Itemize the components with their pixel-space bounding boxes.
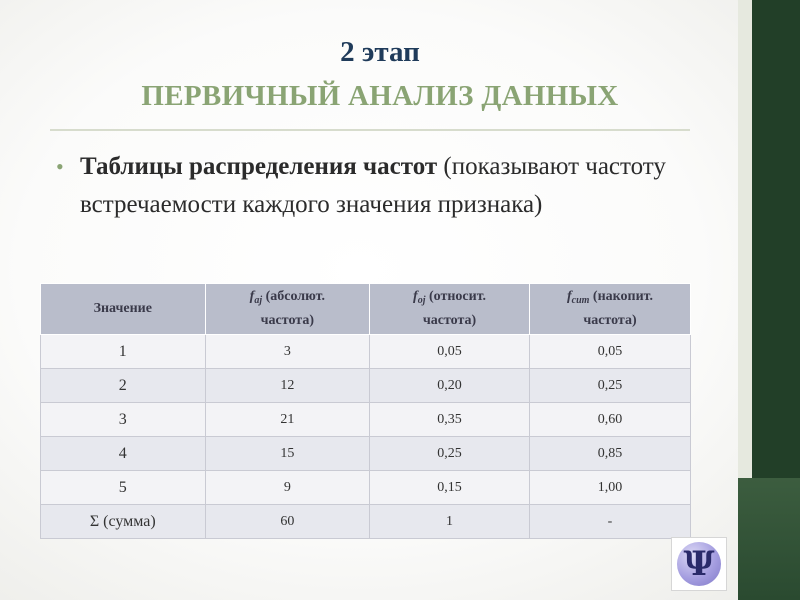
cell-cumulative: 1,00 [529, 471, 690, 505]
cell-value: Σ (сумма) [41, 505, 206, 539]
cell-cumulative: 0,60 [529, 403, 690, 437]
table-row [41, 369, 691, 403]
psi-logo-icon [671, 537, 727, 591]
cell-absolute: 12 [205, 369, 370, 403]
slide-subtitle: ПЕРВИЧНЫЙ АНАЛИЗ ДАННЫХ [141, 80, 619, 112]
table-row [41, 335, 691, 369]
cell-absolute: 3 [205, 335, 370, 369]
cell-cumulative: 0,25 [529, 369, 690, 403]
header-cumulative: $f_{cum}$ (накопит. частота) [529, 284, 690, 335]
header-value: Значение [41, 284, 206, 335]
frequency-table [40, 283, 691, 539]
bullet-dot-icon: • [56, 154, 64, 179]
cell-relative: 0,05 [370, 335, 530, 369]
cell-relative: 1 [370, 505, 530, 539]
bullet-item [56, 148, 722, 224]
cell-value: 5 [41, 471, 206, 505]
bullet-text [62, 148, 722, 224]
cell-absolute: 21 [205, 403, 370, 437]
cell-absolute: 60 [205, 505, 370, 539]
header-relative: $f_{oj}$ (относит. частота) [370, 284, 530, 335]
side-band-accent [738, 478, 800, 600]
cell-cumulative: 0,05 [529, 335, 690, 369]
cell-relative: 0,15 [370, 471, 530, 505]
table-row [41, 403, 691, 437]
cell-absolute: 15 [205, 437, 370, 471]
cell-value: 1 [41, 335, 206, 369]
cell-relative: 0,35 [370, 403, 530, 437]
table-header-row [41, 284, 691, 335]
cell-value: 3 [41, 403, 206, 437]
cell-relative: 0,25 [370, 437, 530, 471]
bullet-rest-text: (показывают частоту встречаемости каждого значения признака) [80, 153, 666, 218]
slide-title: 2 этап [340, 36, 420, 68]
cell-cumulative: 0,85 [529, 437, 690, 471]
title-divider [50, 129, 690, 131]
psi-glyph: Ψ [677, 542, 721, 586]
cell-value: 4 [41, 437, 206, 471]
header-absolute: $f_{aj}$ (абсолют. частота) [205, 284, 370, 335]
table-row [41, 437, 691, 471]
table-row-sum [41, 505, 691, 539]
cell-value: 2 [41, 369, 206, 403]
table-row [41, 471, 691, 505]
cell-cumulative: - [529, 505, 690, 539]
bullet-bold-text: Таблицы распределения частот [80, 153, 438, 180]
cell-absolute: 9 [205, 471, 370, 505]
cell-relative: 0,20 [370, 369, 530, 403]
